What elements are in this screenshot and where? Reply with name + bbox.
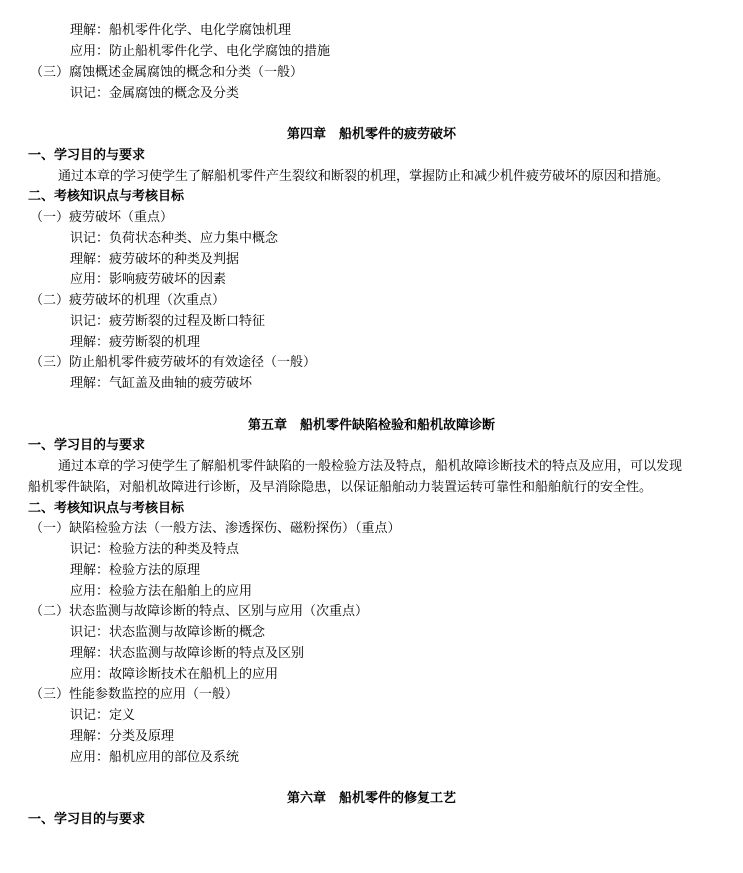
text-line: 理解：疲劳断裂的机理 [70,335,201,350]
section-heading: 一、学习目的与要求 [28,148,146,163]
text-line: 识记：状态监测与故障诊断的概念 [70,625,266,640]
subsection-heading: （二）状态监测与故障诊断的特点、区别与应用（次重点） [30,604,369,619]
subsection-heading: （一）疲劳破坏（重点） [30,210,174,225]
chapter-title: 第五章 船机零件缺陷检验和船机故障诊断 [247,418,495,433]
subsection-heading: （一）缺陷检验方法（一般方法、渗透探伤、磁粉探伤）（重点） [30,521,401,536]
section-heading: 二、考核知识点与考核目标 [28,501,185,516]
text-line: 应用：检验方法在船舶上的应用 [70,584,253,599]
subsection-heading: （三）腐蚀概述金属腐蚀的概念和分类（一般） [30,65,304,80]
text-line: 应用：船机应用的部位及系统 [70,750,240,765]
section-heading: 二、考核知识点与考核目标 [28,189,185,204]
text-line: 理解：分类及原理 [70,729,175,744]
subsection-heading: （三）防止船机零件疲劳破坏的有效途径（一般） [30,355,317,370]
text-line: 理解：气缸盖及曲轴的疲劳破坏 [70,376,253,391]
chapter-title: 第四章 船机零件的疲劳破坏 [286,127,456,142]
subsection-heading: （二）疲劳破坏的机理（次重点） [30,293,226,308]
paragraph: 通过本章的学习使学生了解船机零件产生裂纹和断裂的机理，掌握防止和减少机件疲劳破坏的原因和措施。 [58,169,670,184]
text-line: 理解：检验方法的原理 [70,563,201,578]
text-line: 识记：检验方法的种类及特点 [70,542,240,557]
text-line: 理解：状态监测与故障诊断的特点及区别 [70,646,305,661]
text-line: 识记：负荷状态种类、应力集中概念 [70,231,279,246]
text-line: 识记：疲劳断裂的过程及断口特征 [70,314,266,329]
section-heading: 一、学习目的与要求 [28,812,146,827]
paragraph: 通过本章的学习使学生了解船机零件缺陷的一般检验方法及特点，船机故障诊断技术的特点及应用，可以发现 [58,459,683,474]
text-line: 应用：影响疲劳破坏的因素 [70,272,227,287]
paragraph: 船机零件缺陷，对船机故障进行诊断，及早消除隐患，以保证船舶动力装置运转可靠性和船舶航行的安全性。 [28,480,653,495]
section-heading: 一、学习目的与要求 [28,438,146,453]
text-line: 应用：故障诊断技术在船机上的应用 [70,667,279,682]
text-line: 识记：定义 [70,708,136,723]
text-line: 识记：金属腐蚀的概念及分类 [70,86,240,101]
text-line: 应用：防止船机零件化学、电化学腐蚀的措施 [70,44,331,59]
chapter-title: 第六章 船机零件的修复工艺 [286,791,456,806]
text-line: 理解：疲劳破坏的种类及判据 [70,252,240,267]
text-line: 理解：船机零件化学、电化学腐蚀机理 [70,23,292,38]
subsection-heading: （三）性能参数监控的应用（一般） [30,687,239,702]
